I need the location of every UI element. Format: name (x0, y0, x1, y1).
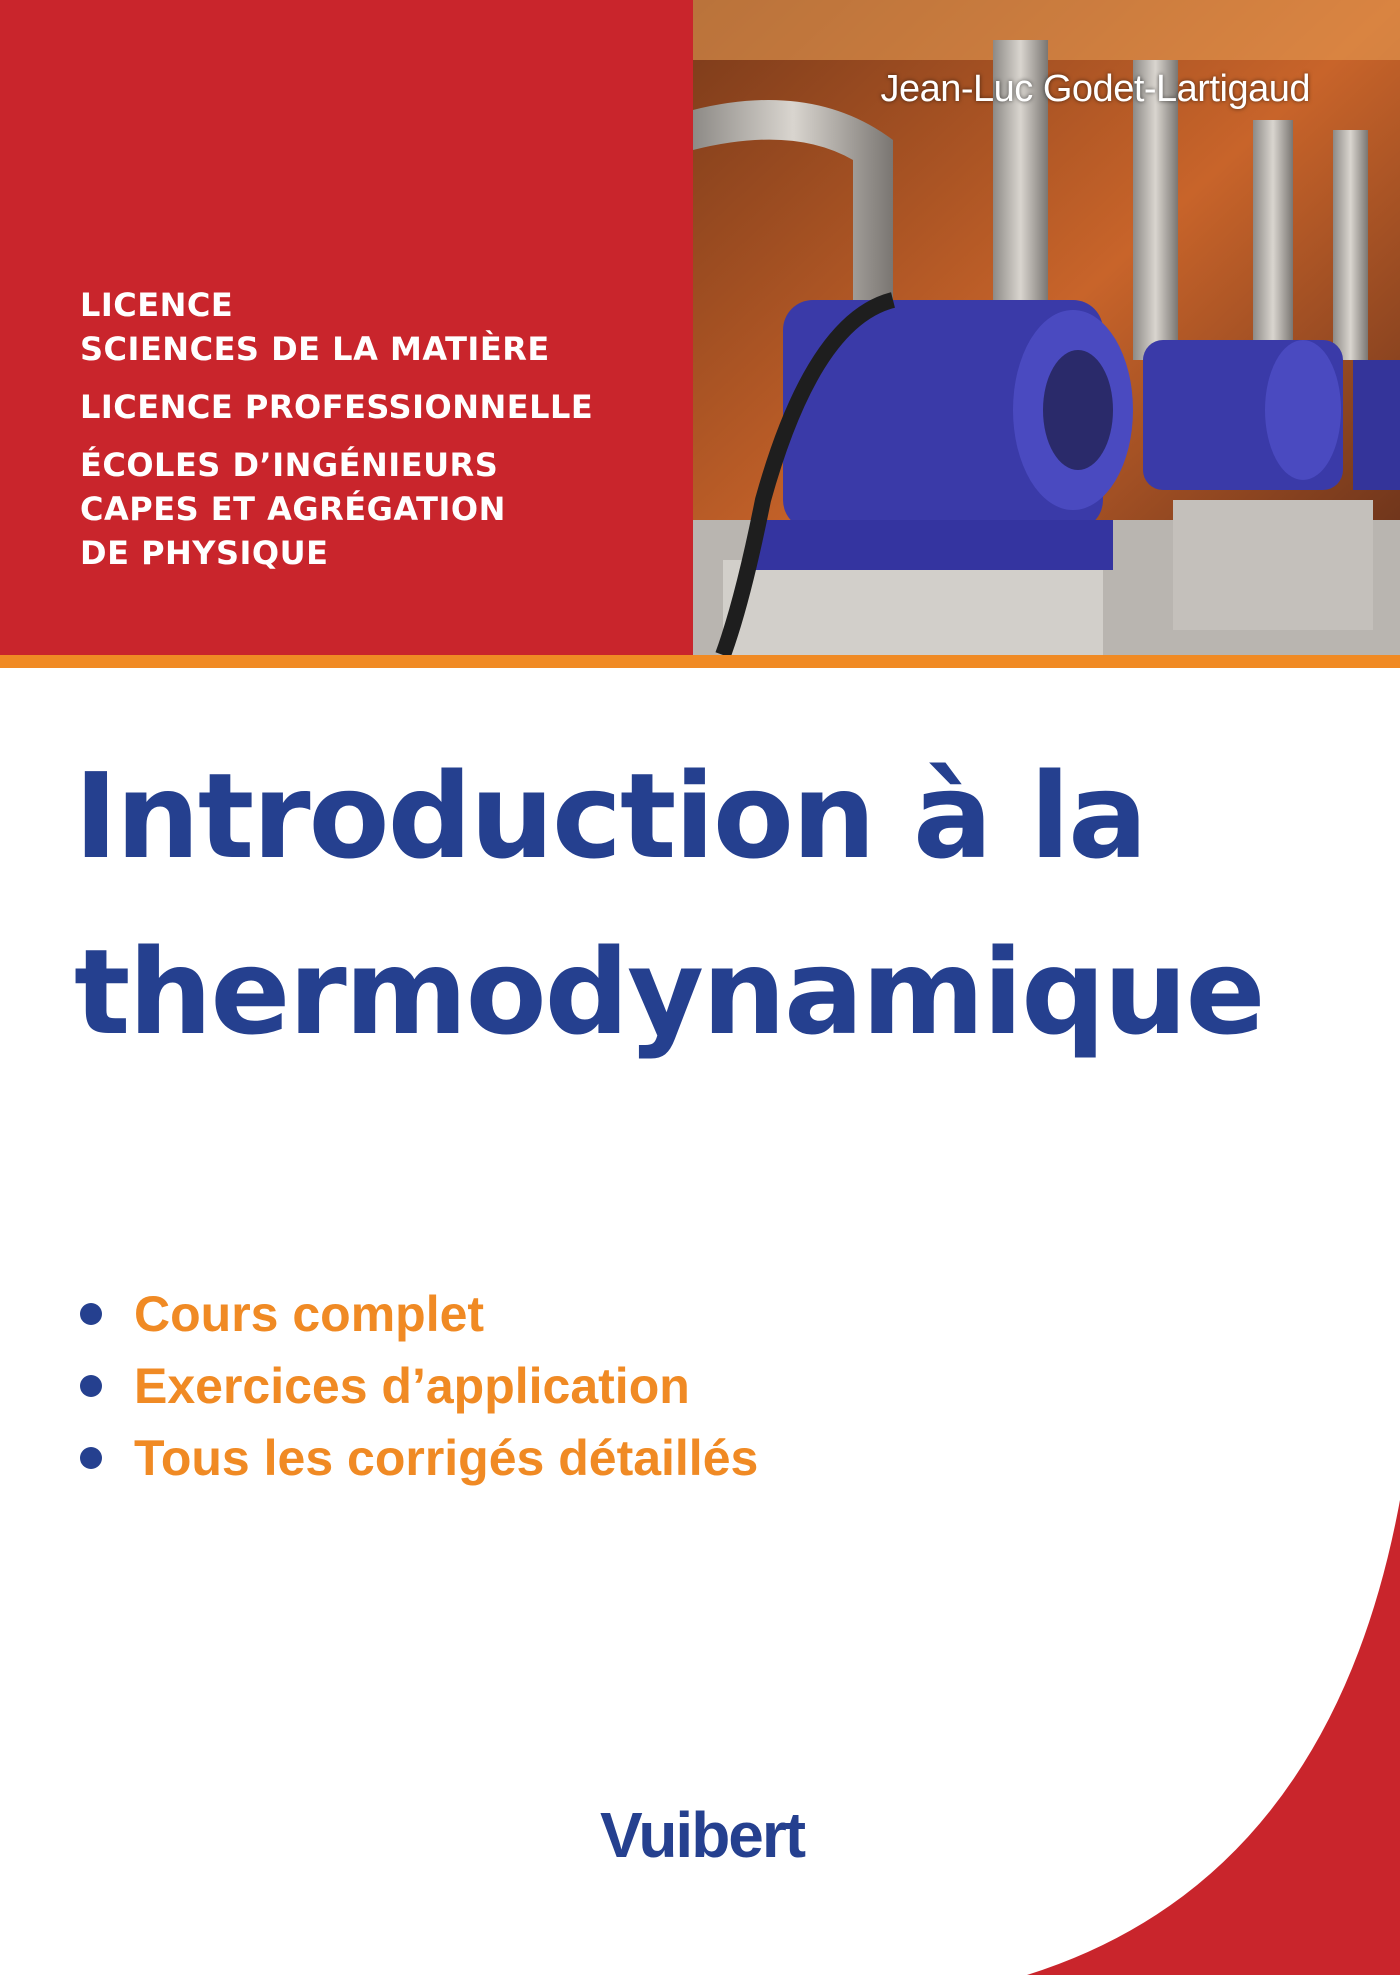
audience-item: LICENCE PROFESSIONNELLE (80, 388, 594, 426)
feature-label: Cours complet (134, 1286, 485, 1342)
title-line-1: Introduction à la (74, 747, 1146, 885)
feature-label: Exercices d’application (134, 1358, 690, 1414)
audience-item: LICENCE (80, 286, 234, 324)
audience-item: ÉCOLES D’INGÉNIEURS (80, 446, 499, 484)
audience-item: SCIENCES DE LA MATIÈRE (80, 330, 550, 368)
title-line-2: thermodynamique (74, 923, 1264, 1061)
author-name: Jean-Luc Godet-Lartigaud (880, 68, 1310, 110)
audience-item: CAPES ET AGRÉGATION (80, 490, 506, 528)
publisher-logo: Vuibert (600, 1799, 805, 1871)
audience-item: DE PHYSIQUE (80, 534, 329, 572)
feature-label: Tous les corrigés détaillés (134, 1430, 759, 1486)
